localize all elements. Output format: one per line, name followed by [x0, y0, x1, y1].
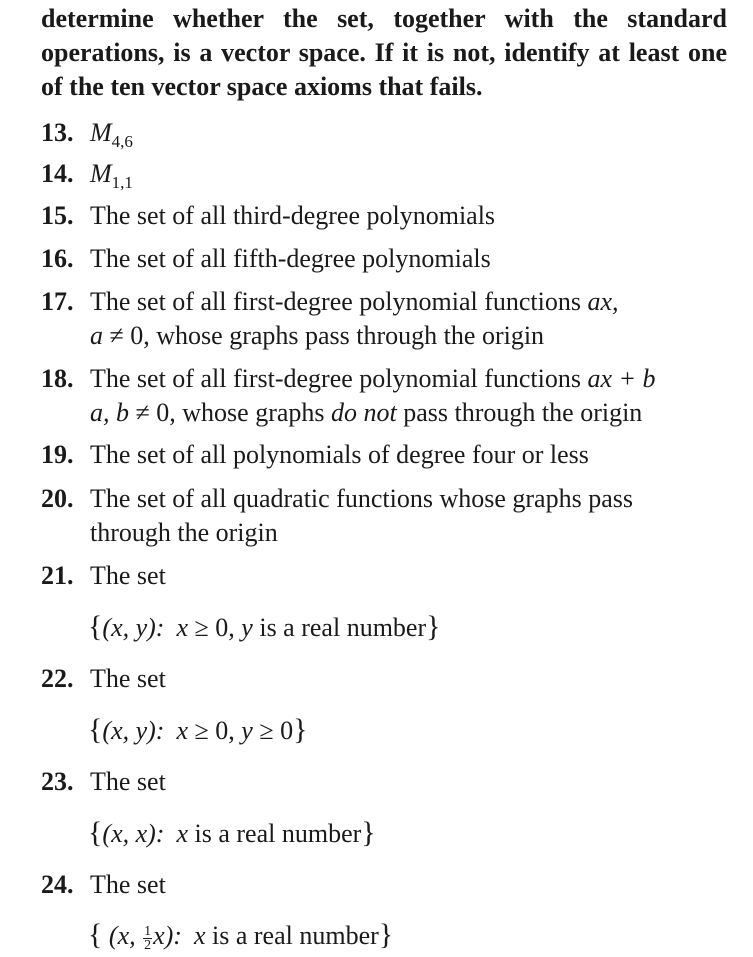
problem-text: $M_{4,6}$ — [90, 118, 133, 151]
problem-text: The set of all quadratic functions whose graphs pass through the origin — [90, 484, 633, 547]
problem-number: 13. — [41, 118, 74, 147]
problem-text: The set — [90, 870, 166, 899]
problem-number: 23. — [41, 767, 74, 796]
problem-text: The set — [90, 664, 166, 693]
problem-number: 16. — [41, 244, 74, 273]
problem-text: The set of all fifth-degree polynomials — [90, 244, 491, 273]
problem-text: The set of all third-degree polynomials — [90, 201, 496, 230]
instructions-paragraph: determine whether the set, together with the standard operations, is a vector space. If it is not, identify at least one of the ten vector space axioms that fails. — [41, 4, 727, 101]
set-expression-21: {(x, y): x ≥ 0, y is a real number} — [88, 610, 441, 643]
problem-text: The set — [90, 561, 166, 590]
set-expression-22: {(x, y): x ≥ 0, y ≥ 0} — [88, 713, 308, 746]
problem-number: 19. — [41, 440, 74, 469]
problem-text: The set of all first-degree polynomial functions ax + b a, b ≠ 0, whose graphs do not pass through the origin — [90, 364, 656, 427]
problem-number: 15. — [41, 201, 74, 230]
set-expression-24: { (x, $\frac{1}{2}$ x): x is a real number} — [88, 918, 394, 953]
problem-number: 14. — [41, 159, 74, 188]
problem-text: $M_{1,1}$ — [90, 159, 133, 192]
problem-number: 22. — [41, 664, 74, 693]
problem-number: 21. — [41, 561, 74, 590]
problem-number: 24. — [41, 870, 74, 899]
problem-number: 20. — [41, 484, 74, 513]
problem-number: 18. — [41, 364, 74, 393]
fraction-one-half: $\frac{1}{2}$ — [144, 923, 152, 953]
problem-text: The set of all polynomials of degree four or less — [90, 440, 589, 469]
problem-text: The set of all first-degree polynomial functions ax, a ≠ 0, whose graphs pass through the origin — [90, 287, 619, 350]
problem-text: The set — [90, 767, 166, 796]
set-expression-23: {(x, x): x is a real number} — [88, 816, 376, 849]
problem-number: 17. — [41, 287, 74, 316]
